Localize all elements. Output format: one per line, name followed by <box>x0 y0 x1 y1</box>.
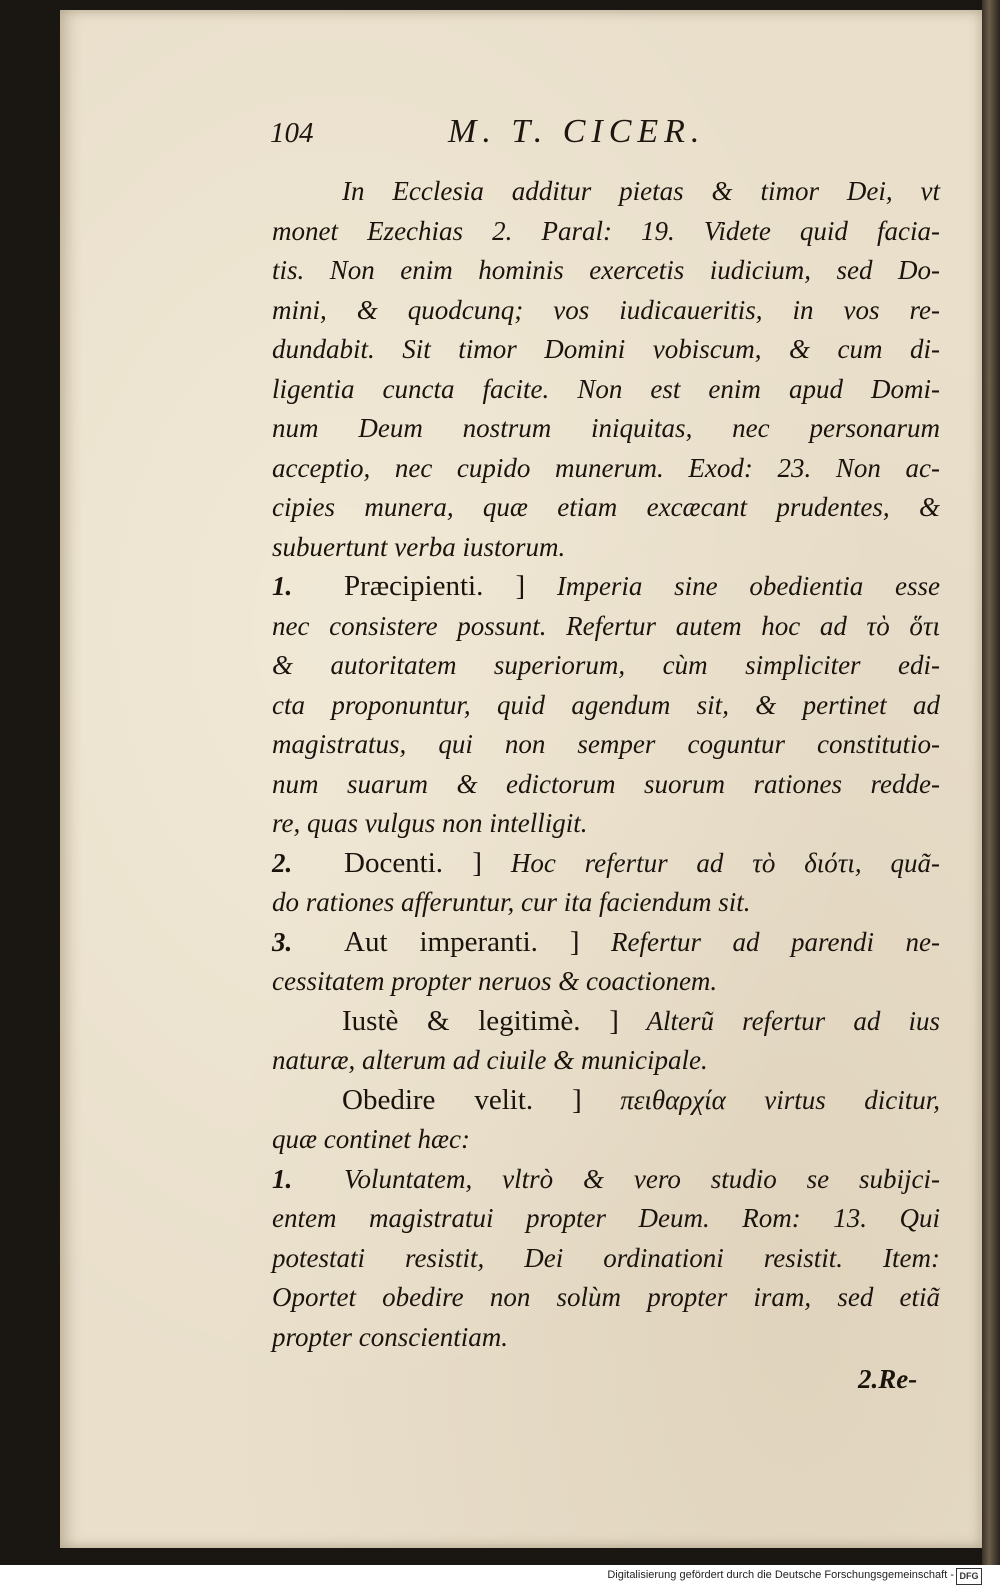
text-line: cipies munera, quæ etiam excæcant prudentes, & <box>272 492 940 522</box>
text-line: cessitatem propter neruos & coactionem. <box>272 966 718 996</box>
lemma: Iustè & legitimè. ] <box>342 1004 619 1037</box>
adjacent-page-edge <box>982 0 1000 1565</box>
digitization-footer <box>0 1565 1000 1590</box>
text-line: mini, & quodcunq; vos iudicaueritis, in vos re- <box>272 294 940 325</box>
page-number: 104 <box>270 117 314 149</box>
text-line: num Deum nostrum iniquitas, nec personarum <box>272 413 940 443</box>
text-line: 3. Aut imperanti. ] Refertur ad parendi ne- <box>272 923 940 963</box>
running-title: M. T. CICER. <box>448 113 706 150</box>
lemma: Docenti. ] <box>344 846 483 879</box>
text-line: potestati resistit, Dei ordinationi resistit. Item: <box>272 1242 940 1273</box>
catchword: 2.Re- <box>858 1364 918 1394</box>
text-line: 1. Voluntatem, vltrò & vero studio se subijci- <box>272 1160 940 1200</box>
text-line: tis. Non enim hominis exercetis iudicium, sed Do- <box>272 255 940 285</box>
text-line: Obedire velit. ] πειθαρχία virtus dicitur, <box>342 1083 940 1116</box>
lemma: Aut imperanti. ] <box>344 925 580 958</box>
text-line: Iustè & legitimè. ] Alterũ refertur ad ius <box>342 1004 941 1037</box>
text-line: monet Ezechias 2. Paral: 19. Videte quid facia- <box>272 215 940 246</box>
text-line: ligentia cuncta facite. Non est enim apud Domi- <box>272 373 940 404</box>
text-line: quæ continet hæc: <box>272 1124 470 1154</box>
running-head <box>270 113 810 157</box>
text-line: cta proponuntur, quid agendum sit, & pertinet ad <box>272 689 940 720</box>
text-line: In Ecclesia additur pietas & timor Dei, vt <box>342 176 940 206</box>
text-line: 2. Docenti. ] Hoc refertur ad τὸ διότι, quã- <box>272 844 940 884</box>
text-line: magistratus, qui non semper coguntur constitutio- <box>272 729 940 759</box>
text-line: re, quas vulgus non intelligit. <box>272 808 588 838</box>
text-line: num suarum & edictorum suorum rationes redde- <box>272 768 940 799</box>
text-line: & autoritatem superiorum, cùm simpliciter edi- <box>272 650 940 680</box>
note-number: 1. <box>272 1163 293 1194</box>
note-number: 1. <box>272 571 293 601</box>
note-number: 3. <box>272 926 293 957</box>
text-line: entem magistratui propter Deum. Rom: 13. Qui <box>272 1203 940 1233</box>
text-line: do rationes afferuntur, cur ita faciendum sit. <box>272 887 751 917</box>
text-line: acceptio, nec cupido munerum. Exod: 23. Non ac- <box>272 452 940 483</box>
text-line: 1. Præcipienti. ] Imperia sine obedientia esse <box>272 567 940 607</box>
text-line: propter conscientiam. <box>272 1321 508 1352</box>
dfg-logo-icon: DFG <box>956 1568 982 1585</box>
text-line: subuertunt verba iustorum. <box>272 531 566 562</box>
text-line: dundabit. Sit timor Domini vobiscum, & cum di- <box>272 334 940 364</box>
note-number: 2. <box>272 847 293 878</box>
commentary-text <box>272 172 940 1357</box>
lemma: Obedire velit. ] <box>342 1083 582 1116</box>
funding-credit: Digitalisierung gefördert durch die Deutsche Forschungsgemeinschaft - <box>607 1569 954 1581</box>
lemma: Præcipienti. ] <box>344 570 526 602</box>
text-line: nec consistere possunt. Refertur autem hoc ad τὸ ὅτι <box>272 610 940 641</box>
text-line: Oportet obedire non solùm propter iram, sed etiã <box>272 1282 940 1312</box>
text-line: naturæ, alterum ad ciuile & municipale. <box>272 1045 708 1075</box>
